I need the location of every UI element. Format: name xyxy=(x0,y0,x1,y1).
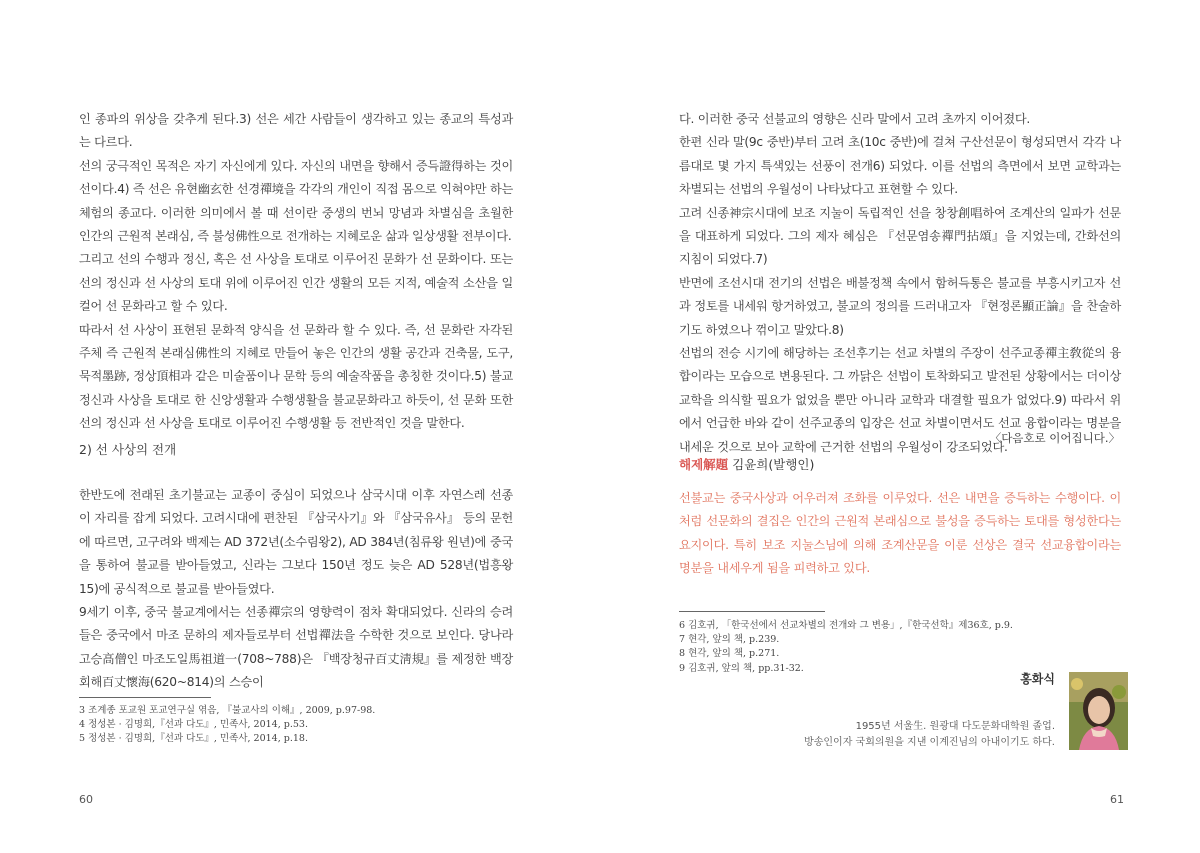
commentary-tag: 해제解題 xyxy=(679,457,729,472)
left-body-text-2 xyxy=(79,484,513,695)
paragraph: 고려 신종神宗시대에 보조 지눌이 독립적인 선을 창창創唱하여 조계산의 일파가 선문을 대표하게 되었다. 그의 제자 혜심은 『선문염송禪門拈頌』을 지었는데, 간화선의 지침이 되었다.7) xyxy=(679,205,1121,267)
commentary-text: 선불교는 중국사상과 어우러져 조화를 이루었다. 선은 내면을 증득하는 수행이다. 이처럼 선문화의 결집은 인간의 근원적 본래심으로 불성을 증득하는 토대를 형성한다는 요지이다. 특히 보조 지눌스님에 의해 조계산문을 이룬 선상은 결국 선교융합이라는 명분을 내세우게 됨을 피력하고 있다. xyxy=(679,491,1121,576)
paragraph: 다. 이러한 중국 선불교의 영향은 신라 말에서 고려 초까지 이어졌다. xyxy=(679,112,1030,126)
author-portrait-image xyxy=(1069,672,1128,750)
paragraph: 한편 신라 말(9c 중반)부터 고려 초(10c 중반)에 걸쳐 구산선문이 형성되면서 각각 나름대로 몇 가지 특색있는 선풍이 전개6) 되었다. 이를 선법의 측면에서 보면 교학과는 차별되는 선법의 우월성이 나타났다고 표현할 수 있다. xyxy=(679,135,1121,197)
footnote: 4 정성본 · 김명희,『선과 다도』, 민족사, 2014, p.53. xyxy=(79,719,308,731)
footnote: 3 조계종 포교원 포교연구실 엮음, 『불교사의 이해』, 2009, p.97-98. xyxy=(79,705,376,716)
author-bio-line: 1955년 서울生. 원광대 다도문화대학원 졸업. xyxy=(855,721,1055,732)
continued-note: 〈다음호로 이어집니다.〉 xyxy=(989,431,1120,445)
commentary-header xyxy=(679,455,814,473)
author-name: 홍화식 xyxy=(1020,672,1055,686)
footnote: 9 김호귀, 앞의 책, pp.31-32. xyxy=(679,662,804,674)
footnote-divider xyxy=(679,611,825,612)
paragraph: 반면에 조선시대 전기의 선법은 배불정책 속에서 함허득통은 불교를 부흥시키고자 선과 정토를 내세워 항거하였고, 불교의 정의를 드러내고자 『현정론顯正論』을 찬술하기도 하였으나 꺾이고 말았다.8) xyxy=(679,275,1121,337)
author-bio xyxy=(804,719,1055,750)
footnote-divider xyxy=(79,697,211,698)
right-body-text xyxy=(679,108,1121,459)
author-photo xyxy=(1069,672,1128,750)
footnote: 8 현각, 앞의 책, p.271. xyxy=(679,648,780,660)
paragraph: 그리고 선의 수행과 정신, 혹은 선 사상을 토대로 이루어진 문화가 선 문화이다. 또는 선의 정신과 선 사상의 토대 위에 이루어진 인간 생활의 모든 지적, 예술적 소산을 일컬어 선 문화라고 할 수 있다. xyxy=(79,252,513,314)
author-bio-line: 방송인이자 국회의원을 지낸 이계진님의 아내이기도 하다. xyxy=(804,736,1055,748)
commentary-author: 김윤희(발행인) xyxy=(732,457,815,472)
section-heading: 2) 선 사상의 전개 xyxy=(79,442,177,457)
paragraph: 선의 궁극적인 목적은 자기 자신에게 있다. 자신의 내면을 향해서 증득證得하는 것이 선이다.4) 즉 선은 유현幽玄한 선경禪境을 각각의 개인이 직접 몸으로 익혀야만 하는 체험의 종교다. 이러한 의미에서 볼 때 선이란 중생의 번뇌 망념과 차별심을 초월한 인간의 근원적 본래심, 즉 불성佛性으로 전개하는 지혜로운 삶과 일상생활 전부이다. xyxy=(79,158,513,244)
paragraph: 선법의 전승 시기에 해당하는 조선후기는 선교 차별의 주장이 선주교종禪主敎從의 융합이라는 모습으로 변용된다. 그 까닭은 선법이 토착화되고 발전된 상황에서는 더이상 교학을 의식할 필요가 없었을 뿐만 아니라 교학과 대결할 필요가 없었다.9) 따라서 위에서 언급한 바와 같이 선주교종의 입장은 선교 차별이면서도 선교 융합이라는 명분을 내세운 것으로 보아 교학에 근거한 선법의 우월성이 강조되었다. xyxy=(679,346,1121,454)
paragraph: 따라서 선 사상이 표현된 문화적 양식을 선 문화라 할 수 있다. 즉, 선 문화란 자각된 주체 즉 근원적 본래심佛性의 지혜로 만들어 놓은 인간의 생활 공간과 건축물, 도구, 묵적墨跡, 정상頂相과 같은 미술품이나 문학 등의 예술작품을 총칭한 것이다.5) 불교 정신과 사상을 토대로 한 신앙생활과 수행생활을 불교문화라고 하듯이, 선 문화 또한 선의 정신과 선 사상을 토대로 이루어진 수행생활 등 전반적인 것을 말한다. xyxy=(79,322,513,431)
paragraph: 9세기 이후, 중국 불교계에서는 선종禪宗의 영향력이 점차 확대되었다. 신라의 승려들은 중국에서 마조 문하의 제자들로부터 선법禪法을 수학한 것으로 보인다. 당나라 고승高僧인 마조도일馬祖道一(708~788)은 『백장청규百丈淸規』를 제정한 백장회해百丈懷海(620~814)의 스승이 xyxy=(79,605,513,690)
left-body-text xyxy=(79,108,513,436)
page-number: 61 xyxy=(1110,793,1124,806)
footnote: 7 현각, 앞의 책, p.239. xyxy=(679,634,780,646)
right-footnotes xyxy=(679,619,1013,676)
left-footnotes xyxy=(79,704,375,747)
footnote: 6 김호귀, 「한국선에서 선교차별의 전개와 그 변용」,『한국선학』제36호, p.9. xyxy=(679,620,1013,631)
page-number: 60 xyxy=(79,793,93,806)
paragraph: 인 종파의 위상을 갖추게 된다.3) 선은 세간 사람들이 생각하고 있는 종교의 특성과는 다르다. xyxy=(79,112,513,150)
footnote: 5 정성본 · 김명희,『선과 다도』, 민족사, 2014, p.18. xyxy=(79,733,308,745)
paragraph: 한반도에 전래된 초기불교는 교종이 중심이 되었으나 삼국시대 이후 자연스레 선종이 자리를 잡게 되었다. 고려시대에 편찬된 『삼국사기』와 『삼국유사』 등의 문헌에 따르면, 고구려와 백제는 AD 372년(소수림왕2), AD 384년(침류왕 원년)에 중국을 통하여 불교를 받아들였고, 신라는 그보다 150년 정도 늦은 AD 528년(법흥왕15)에 공식적으로 불교를 받아들였다. xyxy=(79,488,513,596)
